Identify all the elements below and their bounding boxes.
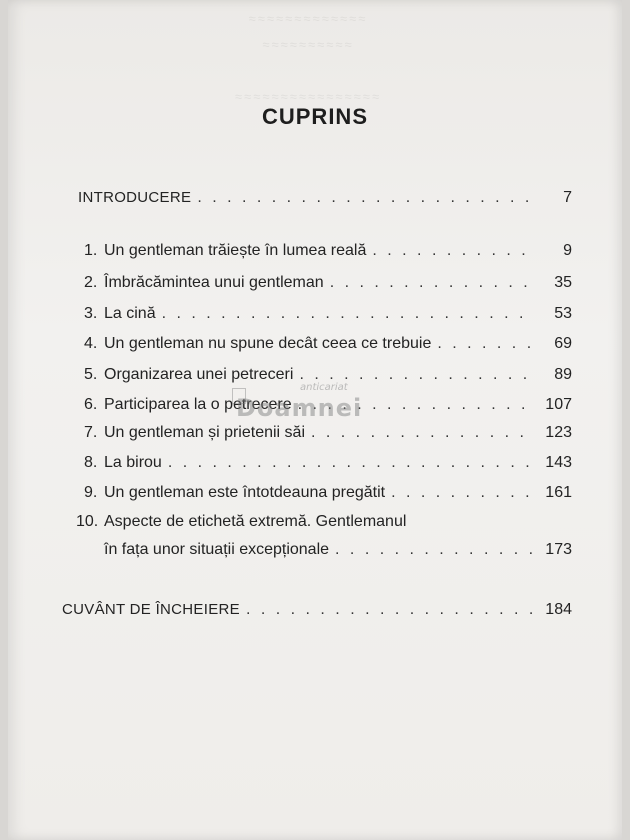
toc-entry-label: INTRODUCERE — [78, 189, 192, 206]
toc-entry-chapter-9 — [84, 484, 572, 502]
leader-dots — [298, 396, 534, 414]
toc-entry-page: 107 — [545, 396, 572, 413]
toc-entry-label: Un gentleman și prietenii săi — [104, 424, 305, 441]
toc-entry-label: Aspecte de etichetă extremă. Gentlemanul — [104, 513, 407, 530]
watermark-top-text: anticariat — [300, 382, 348, 393]
chapter-number: 9. — [84, 484, 98, 501]
leader-dots — [168, 454, 534, 472]
toc-entry-page: 123 — [545, 424, 572, 441]
toc-entry-label: Un gentleman nu spune decât ceea ce trebuie — [104, 335, 432, 352]
toc-entry-chapter-10-line1 — [76, 513, 406, 531]
toc-entry-page: 35 — [554, 274, 572, 291]
leader-dots — [311, 424, 534, 442]
toc-entry-chapter-1 — [84, 242, 572, 260]
leader-dots — [246, 601, 534, 619]
toc-entry-page: 161 — [545, 484, 572, 501]
toc-entry-page: 143 — [545, 454, 572, 471]
toc-entry-chapter-10-line2 — [104, 541, 572, 559]
chapter-number: 1. — [84, 242, 98, 259]
toc-entry-label: La cină — [104, 305, 156, 322]
show-through-text: ≈≈≈≈≈≈≈≈≈≈≈≈≈ ≈≈≈≈≈≈≈≈≈≈ ≈≈≈≈≈≈≈≈≈≈≈≈≈≈≈≈ — [234, 11, 382, 104]
toc-entry-label: La birou — [104, 454, 162, 471]
toc-entry-closing — [62, 601, 572, 619]
leader-dots — [391, 484, 534, 502]
toc-entry-introducere — [78, 189, 572, 207]
toc-entry-page: 69 — [554, 335, 572, 352]
toc-title: CUPRINS — [261, 104, 368, 129]
toc-entry-label: Un gentleman trăiește în lumea reală — [104, 242, 367, 259]
toc-entry-label: CUVÂNT DE ÎNCHEIERE — [62, 601, 240, 618]
toc-entry-chapter-3 — [84, 305, 572, 323]
leader-dots — [299, 366, 534, 384]
chapter-number: 4. — [84, 335, 98, 352]
chapter-number: 6. — [84, 396, 98, 413]
toc-entry-page: 53 — [554, 305, 572, 322]
leader-dots — [162, 305, 534, 323]
toc-entry-label: Un gentleman este întotdeauna pregătit — [104, 484, 386, 501]
toc-entry-page: 9 — [563, 242, 572, 259]
toc-entry-label: Participarea la o petrecere — [104, 396, 292, 413]
toc-entry-label: Organizarea unei petreceri — [104, 366, 294, 383]
chapter-number: 5. — [84, 366, 98, 383]
leader-dots — [437, 335, 534, 353]
toc-entry-chapter-4 — [84, 335, 572, 353]
toc-entry-page: 173 — [545, 541, 572, 558]
chapter-number: 10. — [76, 513, 99, 530]
toc-entry-label-continued: în fața unor situații excepționale — [104, 541, 330, 558]
leader-dots — [372, 242, 534, 260]
chapter-number: 3. — [84, 305, 98, 322]
toc-entry-chapter-2 — [84, 274, 572, 292]
leader-dots — [335, 541, 534, 559]
toc-entry-page: 7 — [563, 189, 572, 206]
chapter-number: 7. — [84, 424, 98, 441]
toc-entry-chapter-5 — [84, 366, 572, 384]
leader-dots — [330, 274, 534, 292]
chapter-number: 2. — [84, 274, 98, 291]
toc-entry-page: 89 — [554, 366, 572, 383]
watermark-main-text: Doamnei — [236, 394, 363, 422]
toc-entry-chapter-7 — [84, 424, 572, 442]
toc-entry-label: Îmbrăcămintea unui gentleman — [104, 274, 324, 291]
toc-entry-chapter-6 — [84, 396, 572, 414]
toc-entry-page: 184 — [545, 601, 572, 618]
chapter-number: 8. — [84, 454, 98, 471]
leader-dots — [197, 189, 534, 207]
toc-entry-chapter-8 — [84, 454, 572, 472]
